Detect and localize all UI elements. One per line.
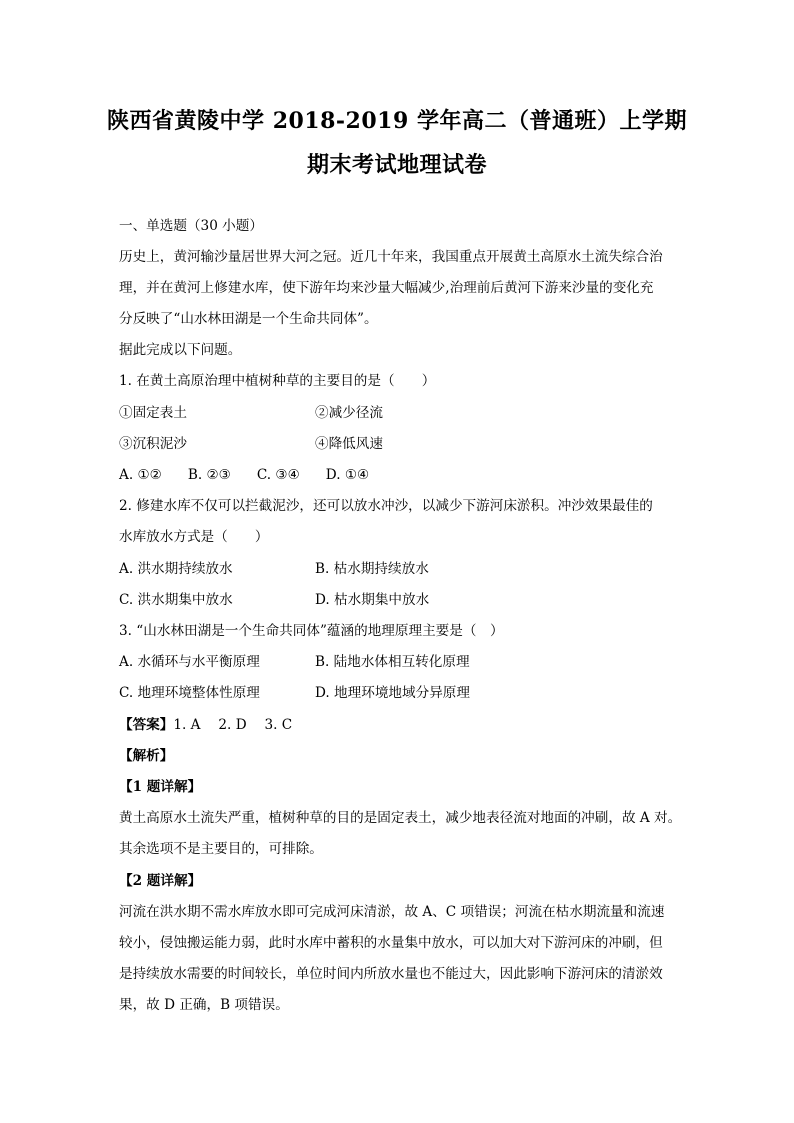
question-2-options-row (119, 590, 681, 610)
detail-2-line: 果，故 D 正确，B 项错误。 (119, 997, 289, 1013)
answer-line (119, 715, 681, 735)
analysis-label: 【解析】 (119, 748, 174, 764)
question-1-stem: 1. 在黄土高原治理中植树种草的主要目的是（ ） (119, 373, 436, 389)
question-3-options-row (119, 652, 681, 672)
detail-1-label: 【1 题详解】 (119, 779, 202, 795)
question-1-choice: D. ①④ (325, 467, 370, 483)
question-3-option: B. 陆地水体相互转化原理 (315, 654, 470, 670)
question-1-choice: A. ①② (119, 467, 162, 483)
detail-1-line: 黄土高原水土流失严重，植树种草的目的是固定表土，减少地表径流对地面的冲刷，故 A 对。 (119, 810, 682, 826)
question-1-items-row (119, 434, 681, 454)
question-2-stem: 2. 修建水库不仅可以拦截泥沙，还可以放水冲沙，以减少下游河床淤积。冲沙效果最佳的 (119, 498, 653, 514)
question-1-choice: B. ②③ (187, 467, 231, 483)
material-line: 分反映了“山水林田湖是一个生命共同体”。 (119, 311, 378, 327)
answer-text: 1. A 2. D 3. C (173, 717, 293, 733)
question-3-option: D. 地理环境地域分异原理 (315, 685, 470, 701)
question-1-item: ①固定表土 (119, 405, 187, 421)
question-3-option: C. 地理环境整体性原理 (119, 685, 260, 701)
section-heading: 一、单选题（30 小题） (119, 218, 263, 234)
detail-2-line: 是持续放水需要的时间较长，单位时间内所放水量也不能过大，因此影响下游河床的清淤效 (119, 966, 663, 982)
detail-2-line: 河流在洪水期不需水库放水即可完成河床清淤，故 A、C 项错误；河流在枯水期流量和流速 (119, 904, 665, 920)
material-line: 理，并在黄河上修建水库，使下游年均来沙量大幅减少,治理前后黄河下游来沙量的变化充 (119, 280, 654, 296)
question-1-items-row (119, 403, 681, 423)
question-2-option: A. 洪水期持续放水 (119, 561, 233, 577)
document-title-line1: 陕西省黄陵中学 2018-2019 学年高二（普通班）上学期 (107, 108, 687, 134)
detail-1-line: 其余选项不是主要目的，可排除。 (119, 841, 323, 857)
question-2-options-row (119, 559, 681, 579)
detail-2-line: 较小，侵蚀搬运能力弱，此时水库中蓄积的水量集中放水，可以加大对下游河床的冲刷，但 (119, 935, 663, 951)
material-instruction: 据此完成以下问题。 (119, 342, 242, 358)
question-1-choices (119, 465, 681, 485)
question-1-choice: C. ③④ (256, 467, 300, 483)
question-1-item: ④降低风速 (315, 436, 383, 452)
detail-2-label: 【2 题详解】 (119, 873, 202, 889)
question-2-option: C. 洪水期集中放水 (119, 592, 233, 608)
question-3-options-row (119, 683, 681, 703)
question-1-item: ②减少径流 (315, 405, 383, 421)
document-title-line2: 期末考试地理试卷 (306, 152, 487, 178)
answer-label: 【答案】 (119, 717, 174, 733)
question-2-stem: 水库放水方式是（ ） (119, 529, 269, 545)
question-2-option: B. 枯水期持续放水 (315, 561, 429, 577)
question-3-stem: 3. “山水林田湖是一个生命共同体”蕴涵的地理原理主要是（ ） (119, 623, 504, 639)
material-line: 历史上，黄河输沙量居世界大河之冠。近几十年来，我国重点开展黄土高原水土流失综合治 (119, 249, 663, 265)
question-1-item: ③沉积泥沙 (119, 436, 187, 452)
question-3-option: A. 水循环与水平衡原理 (119, 654, 260, 670)
question-2-option: D. 枯水期集中放水 (315, 592, 430, 608)
